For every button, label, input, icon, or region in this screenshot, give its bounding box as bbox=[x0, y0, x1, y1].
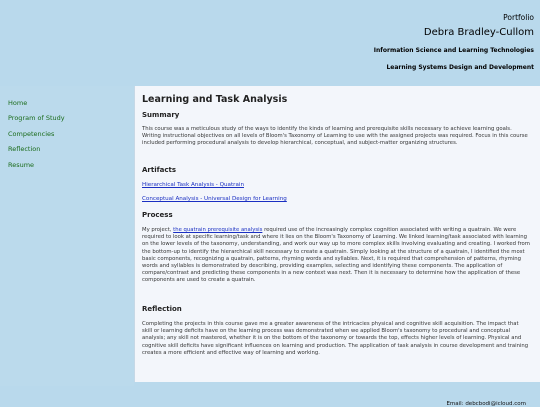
page-footer bbox=[134, 382, 540, 405]
footer-email: Email: debcbodi@icloud.com bbox=[446, 401, 526, 407]
process-prefix: My project, bbox=[142, 227, 174, 233]
sidebar-item-resume[interactable]: Resume bbox=[8, 161, 35, 169]
reflection-heading: Reflection bbox=[142, 305, 182, 313]
author-name: Debra Bradley-Cullom bbox=[423, 27, 534, 38]
sidebar-item-competencies[interactable]: Competencies bbox=[8, 130, 55, 138]
process-body: required use of the increasingly complex cognition associated with writing a quatrain. We were required to look at specific learning/task and where it lies on the Bloom's Taxonomy of Learning. We linked learning/task associated with learning on the lower levels of the taxonomy, understanding, and work our way up to more complex skills involving evaluating and creating. I worked from the bottom-up to identify the hierarchical skill necessary to create a quatrain. Simply looking at the structure of a quatrain, I identified the most basic components, recognizing a quatrain, patterns, rhyming words and syllables. Next, it is required that comprehension of patterns, rhyming words and syllables is demonstrated by describing, providing examples, selecting and identifying these components. The application of compare/contrast and predicting these components in a new context was next. Then it is necessary to determine how the application of these components are used to create a quatrain. bbox=[142, 227, 530, 284]
artifact-link-hierarchical[interactable]: Hierarchical Task Analysis - Quatrain bbox=[142, 182, 244, 188]
sidebar-item-reflection[interactable]: Reflection bbox=[8, 145, 41, 153]
summary-text: This course was a meticulous study of the ways to identify the kinds of learning and prerequisite skills necessary to achieve learning goals. Writing instructional objectives on all levels of Bloom's Taxonomy of Learning to use with the assigned projects was required. Focus in this course included performing procedural analysis to develop hierarchical, conceptual, and subject-matter organizing structures. bbox=[142, 126, 528, 147]
sidebar-item-program-of-study[interactable]: Program of Study bbox=[8, 114, 65, 122]
artifact-link-conceptual[interactable]: Conceptual Analysis - Universal Design for Learning bbox=[142, 196, 287, 202]
portfolio-label: Portfolio bbox=[503, 13, 534, 22]
program-name: Information Science and Learning Technologies bbox=[373, 47, 534, 54]
summary-heading: Summary bbox=[142, 111, 180, 119]
main-content bbox=[134, 86, 540, 383]
page-header bbox=[0, 0, 540, 86]
artifacts-heading: Artifacts bbox=[142, 166, 177, 174]
sidebar-nav bbox=[0, 86, 134, 386]
sidebar-item-home[interactable]: Home bbox=[8, 99, 28, 107]
quatrain-analysis-link[interactable]: the quatrain prerequisite analysis bbox=[173, 227, 263, 233]
program-track: Learning Systems Design and Development bbox=[386, 64, 534, 71]
process-heading: Process bbox=[142, 211, 173, 219]
process-text bbox=[142, 227, 530, 285]
reflection-text: Completing the projects in this course gave me a greater awareness of the intricacies physical and cognitive skill acquisition. The impact that skill or learning deficits have on the learning process was demonstrated when we applied Bloom's taxonomy to procedural and conceptual analysis; any skill not mastered, whether it is on the bottom of the taxonomy or towards the top, effects higher levels of learning. Physical and cognitive skill deficits have significant influences on learning and production. The application of task analysis in course development and training creates a more efficient and effective way of learning and working. bbox=[142, 321, 529, 356]
page-title: Learning and Task Analysis bbox=[142, 94, 288, 105]
